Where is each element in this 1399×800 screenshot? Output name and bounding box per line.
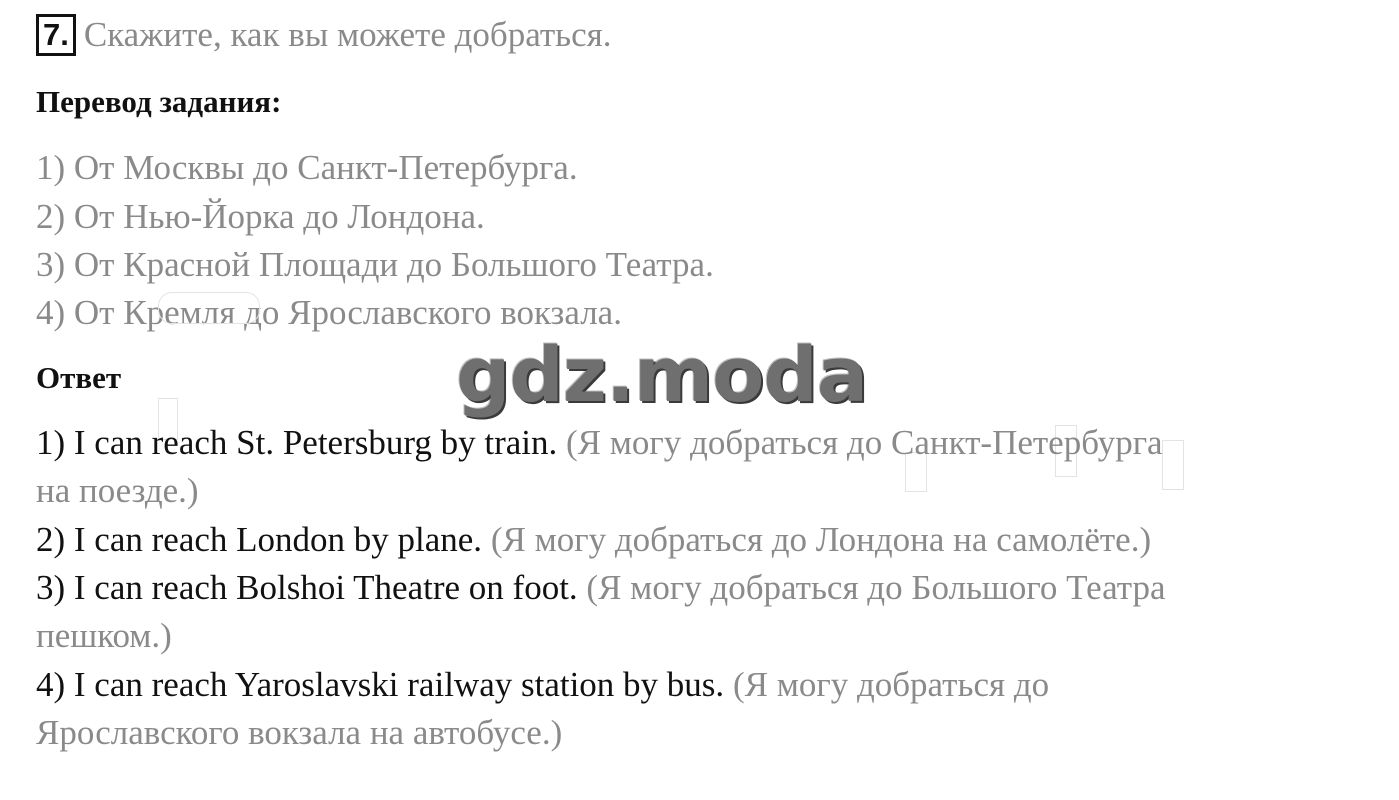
answer-item-4 (36, 665, 1049, 705)
answer-title: Ответ (36, 360, 122, 395)
answer-item-2 (36, 520, 1151, 560)
task-number: 7. (36, 14, 76, 56)
answer-item-1 (36, 423, 1163, 463)
answer-english: 1) I can reach St. Petersburg by train. (36, 423, 558, 462)
answer-item-3 (36, 568, 1166, 608)
answer-english: 3) I can reach Bolshoi Theatre on foot. (36, 568, 578, 607)
watermark-ghost-shape (158, 292, 260, 324)
task-prompt: Скажите, как вы можете добраться. (83, 15, 612, 54)
task-header (36, 14, 612, 56)
answer-russian: (Я могу добраться до Лондона на самолёте.) (490, 520, 1152, 559)
answer-item-1-cont: на поезде.) (36, 471, 199, 510)
answer-english: 4) I can reach Yaroslavski railway station by bus. (36, 665, 725, 704)
translation-item-1: 1) От Москвы до Санкт-Петербурга. (36, 148, 578, 187)
translation-item-3: 3) От Красной Площади до Большого Театра. (36, 245, 714, 284)
answer-english: 2) I can reach London by plane. (36, 520, 483, 559)
translation-title: Перевод задания: (36, 84, 282, 119)
answer-item-3-cont: пешком.) (36, 616, 172, 655)
watermark-logo: gdz.moda (456, 330, 868, 419)
answer-item-4-cont: Ярославского вокзала на автобусе.) (36, 713, 563, 752)
answer-russian: (Я могу добраться до Санкт-Петербурга (566, 423, 1163, 462)
answer-russian: (Я могу добраться до Большого Театра (586, 568, 1166, 607)
answer-russian: (Я могу добраться до (732, 665, 1050, 704)
translation-item-4: 4) От Кремля до Ярославского вокзала. (36, 293, 622, 332)
translation-item-2: 2) От Нью-Йорка до Лондона. (36, 197, 485, 236)
watermark-ghost-shape (1162, 440, 1184, 490)
